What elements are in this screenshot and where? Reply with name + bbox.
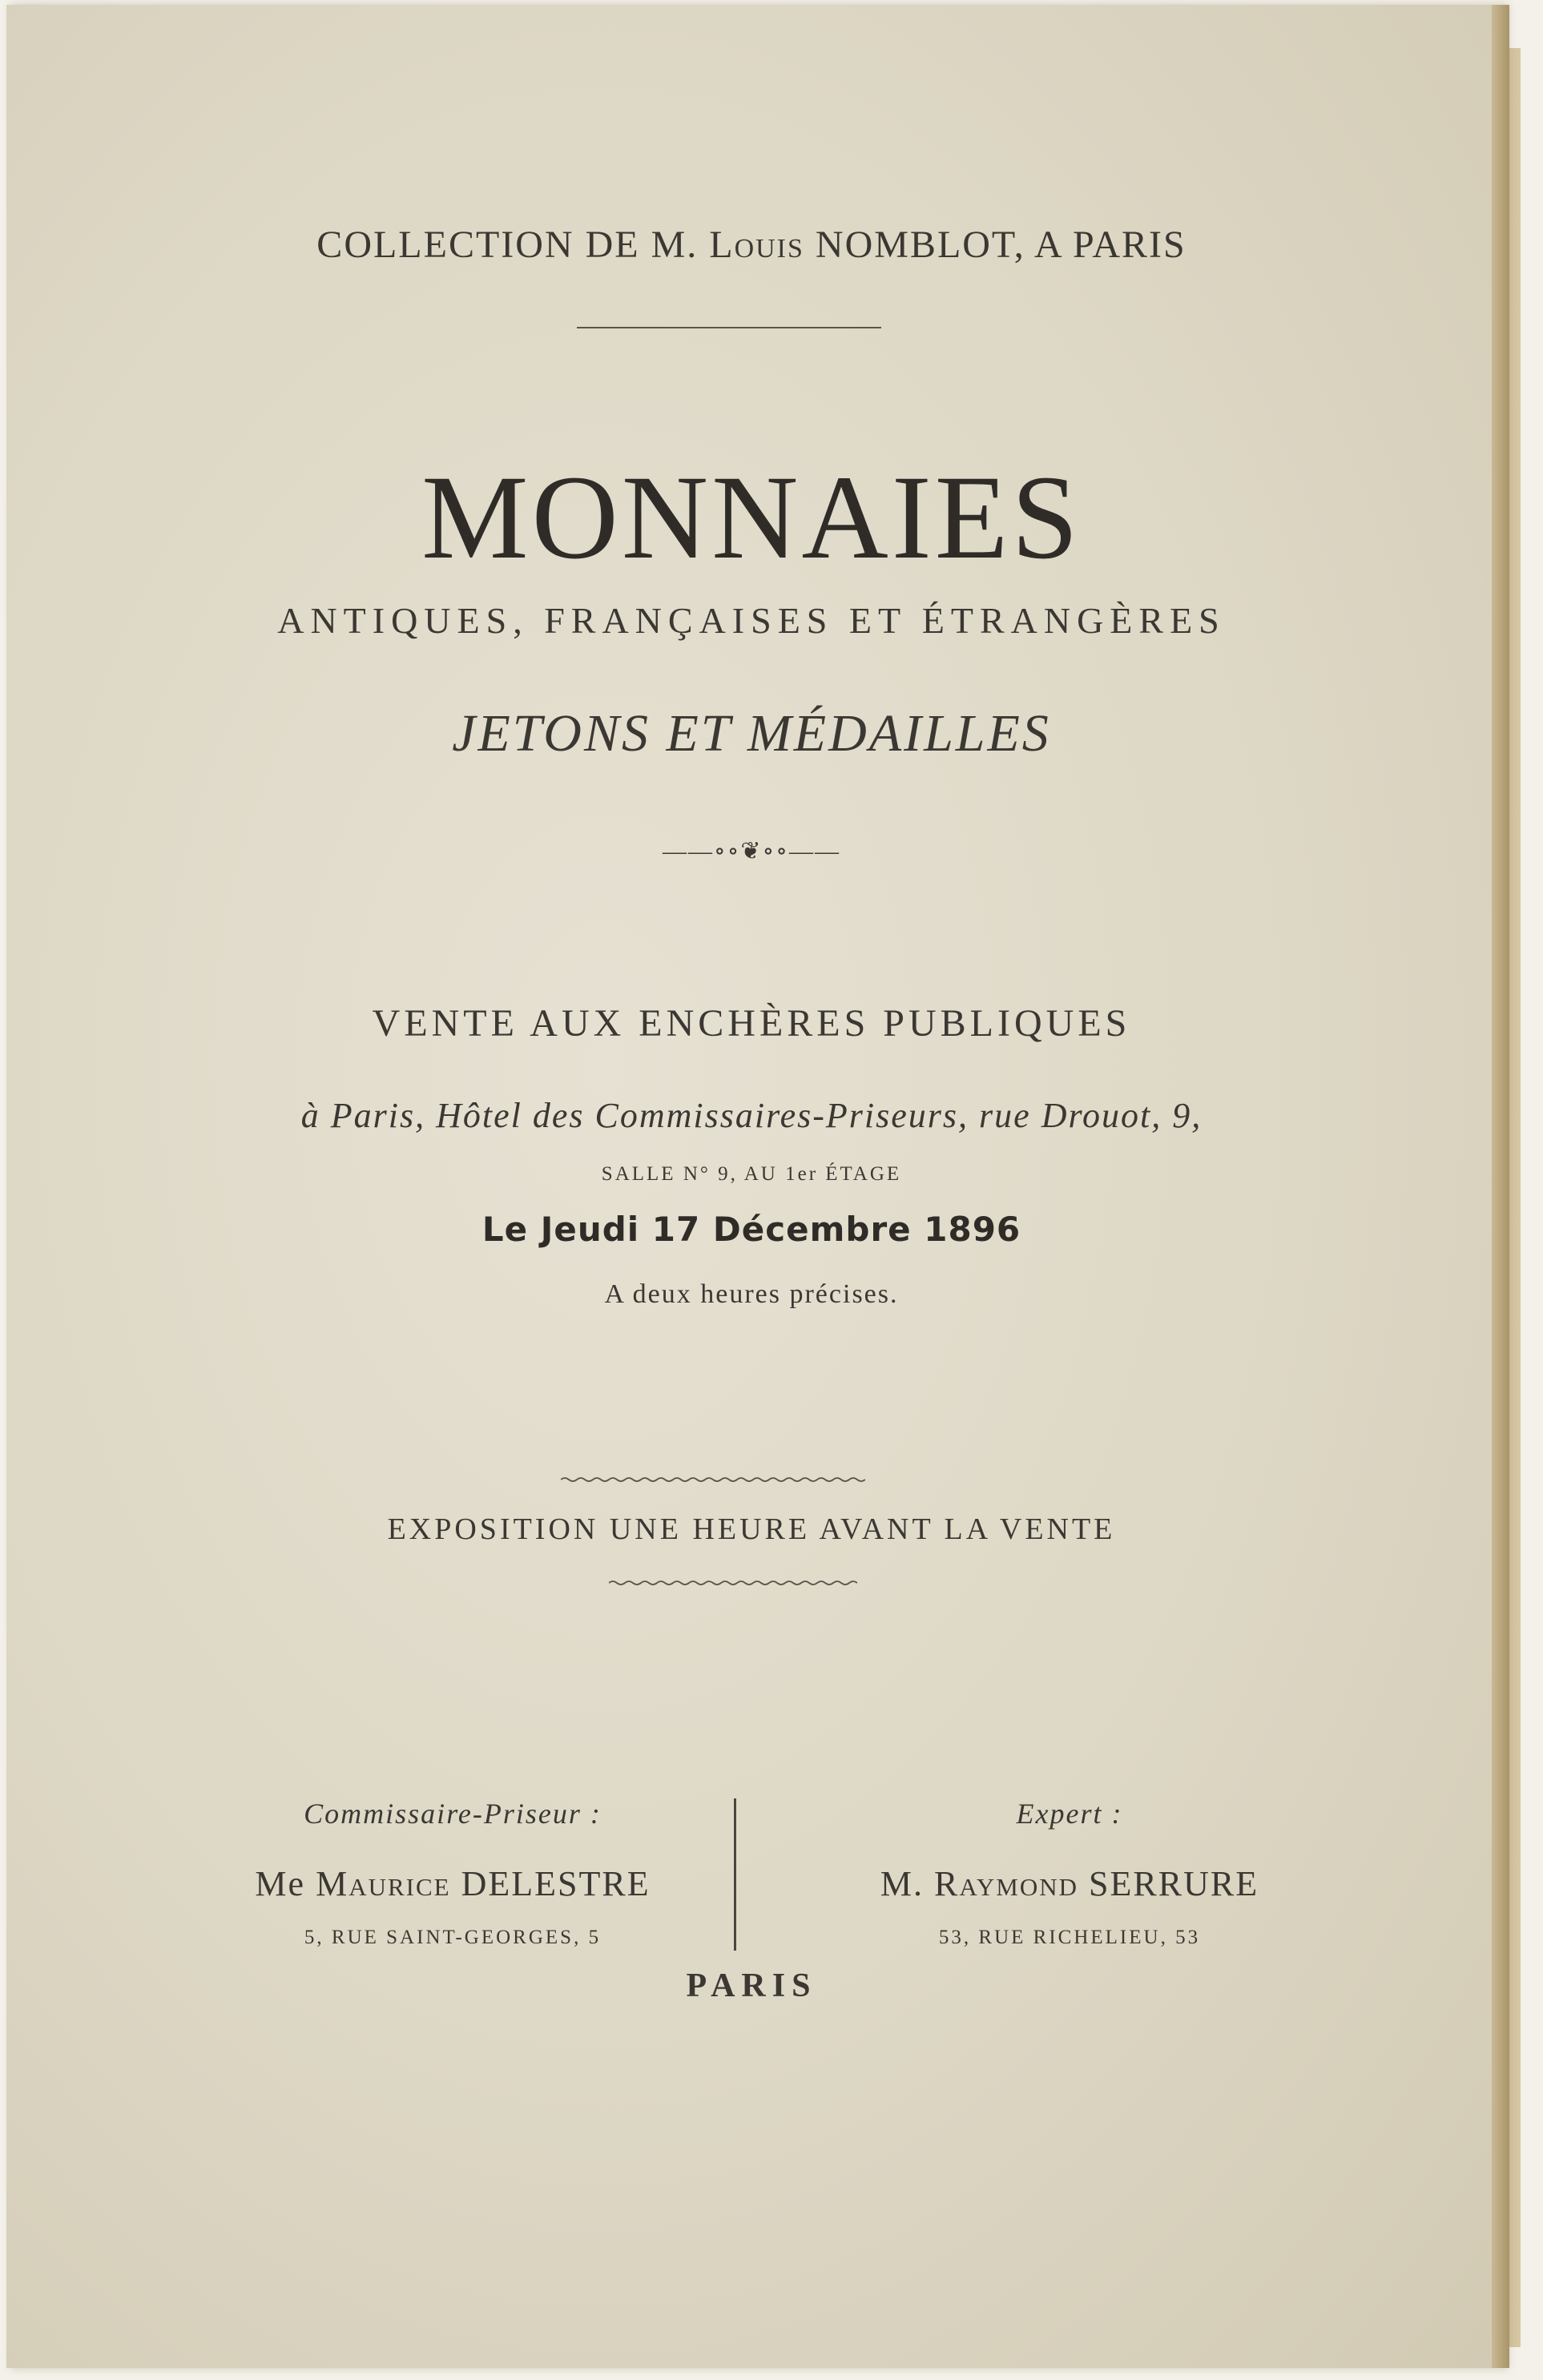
- auctioneer-first-name: Maurice: [316, 1864, 451, 1903]
- auctioneer-name: [172, 1863, 733, 1904]
- expert-last-name: SERRURE: [1089, 1864, 1259, 1903]
- sale-room: SALLE N° 9, AU 1er ÉTAGE: [601, 1163, 902, 1185]
- subtitle-italic: JETONS ET MÉDAILLES: [452, 704, 1051, 763]
- wavy-rule-top: [561, 1476, 865, 1483]
- auctioneer-title: Me: [255, 1864, 306, 1903]
- collection-prefix: COLLECTION DE M.: [316, 224, 699, 266]
- sale-location: à Paris, Hôtel des Commissaires-Priseurs, rue Drouot, 9,: [300, 1096, 1203, 1135]
- expert-address: 53, RUE RICHELIEU, 53: [938, 1927, 1201, 1948]
- expert-name: [789, 1863, 1350, 1904]
- wavy-rule-bottom: [609, 1580, 857, 1586]
- expert-title: M.: [880, 1864, 925, 1903]
- collection-line: [0, 223, 1503, 267]
- sale-date: Le Jeudi 17 Décembre 1896: [481, 1210, 1021, 1249]
- auctioneer-last-name: DELESTRE: [461, 1864, 651, 1903]
- main-title: MONNAIES: [421, 451, 1082, 584]
- subtitle: ANTIQUES, FRANÇAISES ET ÉTRANGÈRES: [277, 600, 1226, 641]
- expert-first-name: Raymond: [934, 1864, 1079, 1903]
- column-divider: [734, 1798, 736, 1951]
- footer-city: PARIS: [686, 1967, 817, 2004]
- auctioneer-address: 5, RUE SAINT-GEORGES, 5: [304, 1927, 602, 1948]
- sale-heading: VENTE AUX ENCHÈRES PUBLIQUES: [372, 1002, 1131, 1045]
- page-edge: [1492, 5, 1509, 2368]
- exposition-notice: EXPOSITION UNE HEURE AVANT LA VENTE: [387, 1512, 1116, 1546]
- sale-time: A deux heures précises.: [604, 1279, 899, 1309]
- ornament: ——∘∘❦∘∘——: [663, 838, 840, 864]
- top-rule: [577, 327, 881, 328]
- expert-role: Expert :: [1016, 1798, 1123, 1830]
- collection-first-name: Louis: [709, 224, 804, 266]
- auctioneer-role: Commissaire-Priseur :: [304, 1798, 602, 1830]
- title-page: [6, 5, 1503, 2368]
- collection-suffix: NOMBLOT, A PARIS: [815, 224, 1186, 266]
